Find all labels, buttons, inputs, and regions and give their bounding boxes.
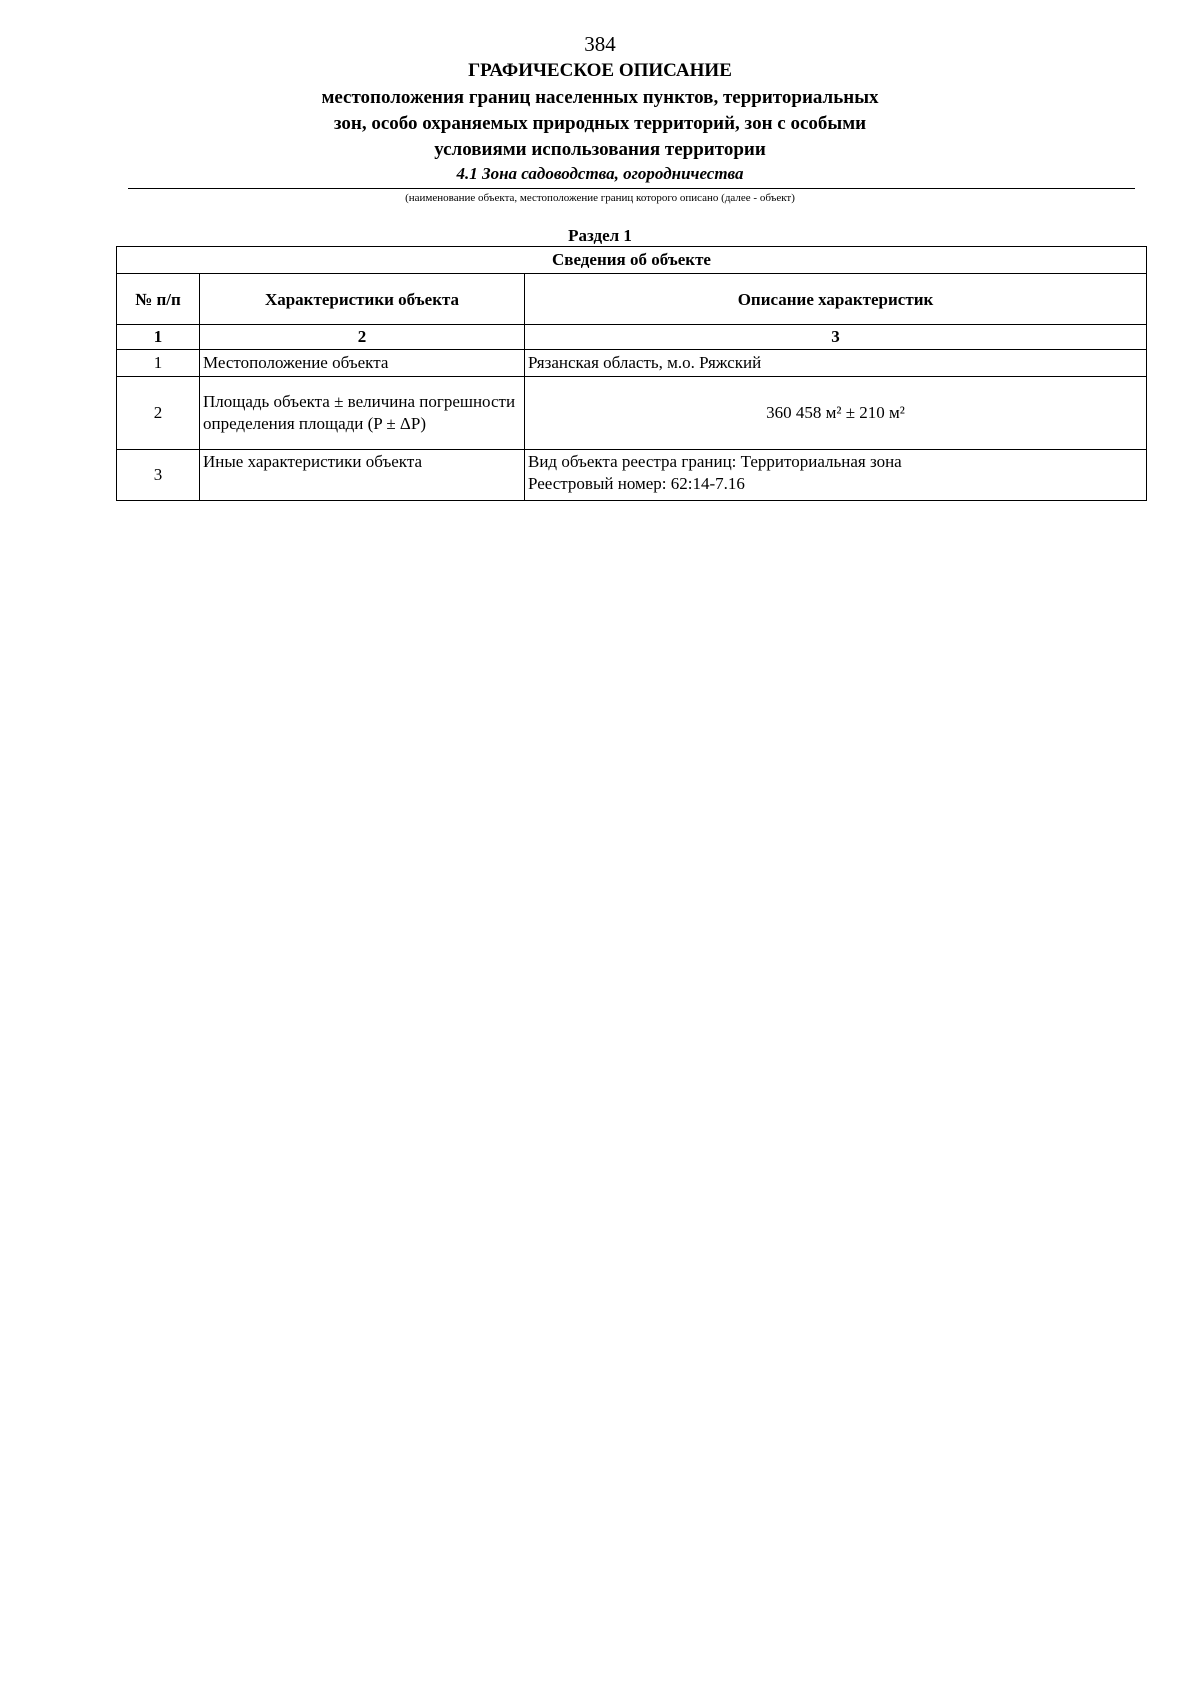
- table-row: [117, 350, 1147, 377]
- row-description: [525, 350, 1147, 377]
- row-number: 1: [117, 350, 200, 377]
- description-line: Рязанская область, м.о. Ряжский: [528, 353, 762, 372]
- header-num: № п/п: [117, 274, 200, 325]
- row-description: [525, 450, 1147, 501]
- row-number: 2: [117, 377, 200, 450]
- table-row: [117, 450, 1147, 501]
- row-number: 3: [117, 450, 200, 501]
- header-description: Описание характеристик: [525, 274, 1147, 325]
- subtitle-line: местоположения границ населенных пунктов, территориальных: [321, 87, 879, 108]
- object-name-underline: [128, 188, 1135, 189]
- row-description: [525, 377, 1147, 450]
- column-number: 2: [200, 325, 525, 350]
- document-title: ГРАФИЧЕСКОЕ ОПИСАНИЕ: [468, 60, 732, 81]
- table-column-numbers-row: [117, 325, 1147, 350]
- table-row: [117, 377, 1147, 450]
- object-info-table: [116, 246, 1147, 501]
- row-characteristic: Местоположение объекта: [200, 350, 525, 377]
- description-line: Реестровый номер: 62:14-7.16: [528, 474, 745, 493]
- description-line: 360 458 м² ± 210 м²: [766, 403, 905, 422]
- section-title: Раздел 1: [568, 226, 632, 245]
- subtitle-line: условиями использования территории: [434, 139, 766, 160]
- object-name: 4.1 Зона садоводства, огородничества: [456, 164, 744, 183]
- row-characteristic: Иные характеристики объекта: [200, 450, 525, 501]
- row-characteristic: Площадь объекта ± величина погрешности определения площади (P ± ΔP): [200, 377, 525, 450]
- object-name-caption: (наименование объекта, местоположение границ которого описано (далее - объект): [405, 192, 795, 204]
- table-caption: Сведения об объекте: [117, 247, 1147, 274]
- document-subtitle: [0, 85, 1200, 163]
- table-caption-row: [117, 247, 1147, 274]
- description-line: Вид объекта реестра границ: Территориальная зона: [528, 452, 902, 471]
- column-number: 1: [117, 325, 200, 350]
- page-number: 384: [584, 32, 616, 56]
- column-number: 3: [525, 325, 1147, 350]
- subtitle-line: зон, особо охраняемых природных территорий, зон с особыми: [333, 113, 867, 134]
- table-header-row: [117, 274, 1147, 325]
- header-characteristics: Характеристики объекта: [200, 274, 525, 325]
